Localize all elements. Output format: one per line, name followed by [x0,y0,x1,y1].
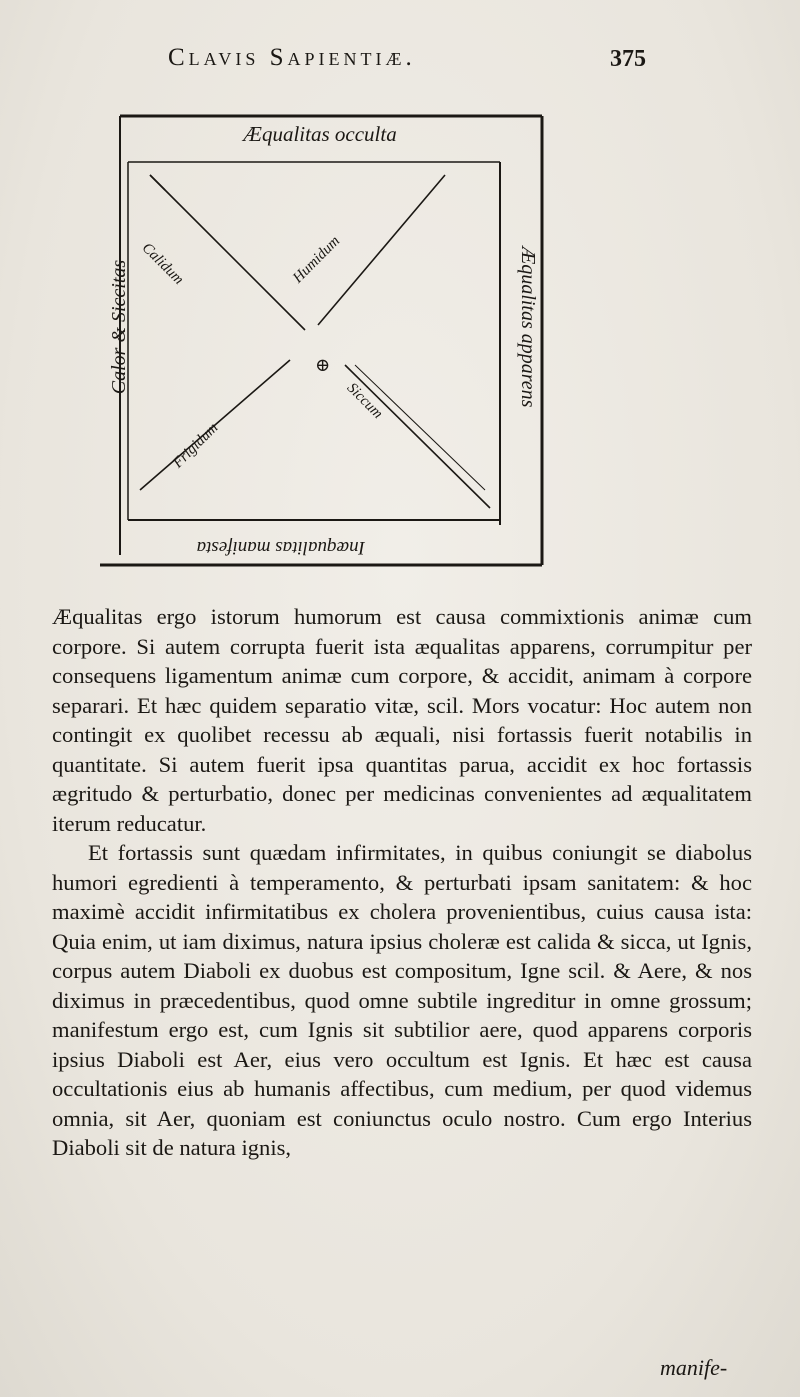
paragraph-2: Et fortassis sunt quædam infirmitates, in quibus coniungit se diabolus humori egredienti à temperamento, & perturbati ipsam sanitatem: & hoc maximè accidit infirmitatibus ex cholera provenientibus, cuius causa ista: Quia enim, ut iam diximus, natura ipsius choleræ est calida & sicca, ut Ignis, corpus autem Diaboli ex duobus est compositum, Igne scil. & Aere, & nos diximus in præcedentibus, quod omne subtile ingreditur in omne grossum; manifestum ergo est, cum Ignis sit subtilior aere, quod apparens corporis ipsius Diaboli est Aer, eius vero occultum est Ignis. Et hæc est causa occultationis eius ab humanis affectibus, cum medium, per quod videmus omnia, sit Aer, quoniam est coniunctus oculo nostro. Cum ergo Interius Diaboli sit de natura ignis, [52,840,752,1160]
catchword: manife- [660,1355,728,1380]
paragraph-1: Æqualitas ergo istorum humorum est causa commixtionis animæ cum corpore. Si autem corrupta fuerit ista æqualitas apparens, corrumpitur per consequens ligamentum animæ cum corpore, & accidit, animam à corpore separari. Et hæc quidem separatio vitæ, scil. Mors vocatur: Hoc autem non contingit ex quolibet recessu ab æquali, nisi fortassis fuerit notabilis in quantitate. Si autem fuerit ipsa quantitas parua, accidit ex hoc fortassis ægritudo & perturbatio, donec per medicinas convenientes ad æqualitatem iterum reducatur. [52,604,752,836]
running-head [0,44,800,84]
label-aequalitas-occulta: Æqualitas occulta [243,122,397,146]
diagram-frame [90,110,550,570]
diagonal-label-humidum: Humidum [290,233,344,287]
label-aequalitas-apparens: Æqualitas apparens [517,246,539,408]
diagonal-label-frigidum: Frigidum [170,419,222,472]
diagonal-label-siccum: Siccum [343,380,386,422]
page-number: 375 [610,46,646,72]
running-title: Clavis Sapientiæ. [168,44,416,71]
label-calor-siccitas: Calor & Siccitas [108,259,130,395]
body-text [52,602,752,1163]
humors-diagram [90,110,550,570]
center-symbol: ⊕ [315,355,331,376]
label-inaequalitas-manifesta: Inæqualitas manifesta [196,537,365,558]
diagonal-label-calidum: Calidum [138,240,187,288]
